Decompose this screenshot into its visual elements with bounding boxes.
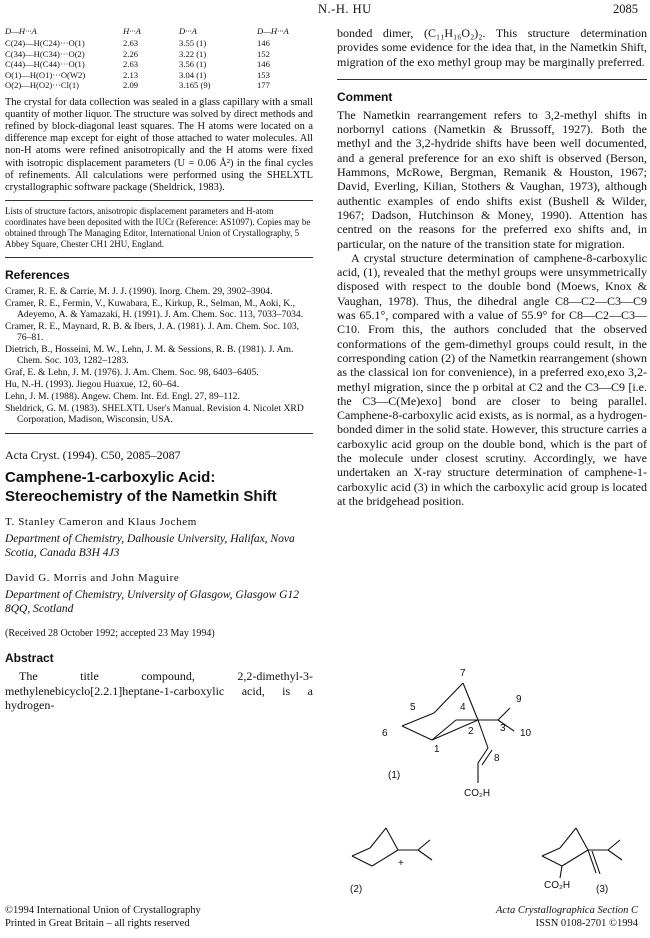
printed-line: Printed in Great Britain – all rights reserved [5,917,190,929]
column-header: D—H···A [5,26,37,36]
column-header: H···A [123,26,141,36]
affiliation: Department of Chemistry, University of Glasgow, Glasgow G12 8QQ, Scotland [5,589,299,616]
table-header-row [5,26,310,38]
reference-item: Sheldrick, G. M. (1983). SHELXTL User's Manual. Revision 4. Nicolet XRD Corporation, Madison, Wisconsin, USA. [5,403,304,426]
comment-heading: Comment [337,89,393,104]
bond-line [560,866,562,878]
affiliation: Department of Chemistry, Dalhousie University, Halifax, Nova Scotia, Canada B3H 4J3 [5,533,295,560]
bond-line [576,828,588,850]
title-line: Stereochemistry of the Nametkin Shift [5,487,277,505]
atom-label: 7 [460,668,466,679]
hydrogen-bond-table [5,26,310,91]
journal-citation: Acta Cryst. (1994). C50, 2085–2087 [5,448,181,463]
title-line: Camphene-1-carboxylic Acid: [5,469,216,487]
bond-line [402,726,432,740]
table-cell: 153 [257,69,270,80]
table-cell: 2.63 [123,59,139,69]
deposition-note: Lists of structure factors, anisotropic displacement parameters and H-atom coordinates have been deposited with the IUCr (Reference: AS1097). Copies may be obtained through The Managing Editor, International Union of Crystallography, 5 Abbey Square, Chester CH1 2HU, England. [5,200,313,249]
bond-line [482,750,492,765]
reference-item: Graf, E. & Lehn, J. M. (1976). J. Am. Chem. Soc. 98, 6403–6405. [5,367,259,379]
compound-label: (1) [388,770,401,781]
table-row [5,80,310,91]
atom-label: 8 [494,753,500,764]
journal-name: Acta Crystallographica Section C [495,905,638,916]
reference-item: Lehn, J. M. (1988). Angew. Chem. Int. Ed. Engl. 27, 89–112. [5,391,240,403]
divider [5,433,313,434]
bond-line [386,828,398,850]
bond-line [592,851,600,874]
reference-item: Cramer, R. E. & Carrie, M. J. J. (1990). Inorg. Chem. 29, 3902–3904. [5,286,273,298]
table-cell: 146 [257,59,270,69]
column-header: D—H···A [257,26,289,36]
table-cell: 2.63 [123,38,139,48]
bond-line [608,850,622,860]
compound-label: (2) [350,884,363,895]
page-number: 2085 [613,2,638,16]
bond-line [352,848,370,856]
reference-list [5,286,313,425]
atom-label: 3 [500,723,506,734]
table-cell: 3.22 (1) [179,48,207,59]
abstract-text: The title compound, 2,2-dimethyl-3-methylenebicyclo[2.2.1]heptane-1-carboxylic acid, is a hydrogen- [5,669,313,712]
table-cell: 177 [257,80,270,90]
atom-label: 10 [520,728,532,739]
bond-line [478,748,488,763]
footer-right [496,905,638,930]
author-line: David G. Morris and John Maguire [5,572,180,585]
bond-line [432,720,456,740]
bond-line [498,708,510,720]
substituent-label: CO₂H [464,788,491,799]
footer-left [5,905,201,930]
table-cell: O(1)—H(O1)···O(W2) [5,69,86,80]
copyright-line: ©1994 International Union of Crystallography [5,905,201,916]
table-row [5,70,310,81]
abstract-continuation: bonded dimer, (C₁₁H₁₆O₂)₂. This structure determination provides some evidence for the idea that, in the Nametkin Shift, migration of the exo methyl group may be marginally preferred. [337,26,647,69]
table-cell: 2.09 [123,80,139,90]
bond-line [588,850,596,873]
references-heading: References [5,268,70,283]
article-title [5,469,313,506]
reference-item: Dietrich, B., Hosseini, M. W., Lehn, J. M. & Sessions, R. B. (1981). J. Am. Chem. Soc. 103, 1282–1283. [5,344,294,367]
table-cell: 2.26 [123,48,139,59]
atom-label: 2 [468,726,474,737]
atom-label: 5 [410,702,416,713]
bond-line [608,840,620,850]
reference-item: Cramer, R. E., Fermin, V., Kuwabara, E., Kirkup, R., Selman, M., Aoki, K., Adeyemo, A. & Yamazaki, H. (1991). J. Am. Chem. Soc. 113, 7033–7034. [5,298,304,321]
bond-line [402,713,434,726]
left-column [5,26,313,712]
table-cell: 152 [257,48,270,59]
atom-label: 6 [382,728,388,739]
compound-label: (3) [596,884,609,895]
table-cell: 3.165 (9) [179,80,211,90]
refinement-paragraph: The crystal for data collection was sealed in a glass capillary with a small quantity of mother liquor. The structure was solved by direct methods and refined by block-diagonal least squares. The H atoms were located on a difference map except for eight of those attached to water molecules. All non-H atoms were refined anisotropically and the H atoms were fixed with isotropic displacement parameters (U = 0.06 Å²) in the final cycles of refinements. All calculations were performed using the SHELXTL crystallographic software package (Sheldrick, 1983). [5,96,313,193]
divider [5,257,313,258]
table-row [5,49,310,60]
author-line: T. Stanley Cameron and Klaus Jochem [5,516,197,529]
table-cell: C(44)—H(C44)···O(1) [5,59,85,69]
atom-label: 1 [434,744,440,755]
bond-line [560,828,576,848]
received-dates: (Received 28 October 1992; accepted 23 May 1994) [5,628,215,640]
issn-line: ISSN 0108-2701 ©1994 [535,917,638,929]
atom-label: 4 [460,702,466,713]
bond-line [542,848,560,856]
right-column [337,26,647,508]
cation-charge: + [398,858,404,869]
bond-line [352,856,372,866]
bond-line [370,828,386,848]
table-cell: 146 [257,38,270,48]
table-cell: 3.04 (1) [179,69,207,80]
bond-line [418,850,432,860]
comment-paragraph: A crystal structure determination of camphene-8-carboxylic acid, (1), revealed that the methyl groups were unsymmetrically disposed with respect to the double bond (Moews, Knox & Vaughan, 1978). Thus, the dihedral angle C8—C2—C3—C9 was 65.1°, compared with a value of 55.9° for C8—C2—C3—C10. From this, the authors concluded that the observed conformations of the gem-dimethyl groups could result, in the corresponding cation (2) of the Nametkin rearrangement (shown as the classical ion for convenience), in a preferred exo,exo 3,2-methyl migration, since the p orbital at C2 and the C3—C9 [i.e. the C3—C(Me)exo] bond are closer to being parallel. Camphene-8-carboxylic acid exists, as is normal, as a hydrogen-bonded dimer in the solid state. However, this structure carries a carboxylic acid group on the double bond, which is the part of the molecule under closest scrutiny. Accordingly, we have undertaken an X-ray structure determination of camphene-1-carboxylic acid (3) in which the carboxylic acid group is located at the bridgehead position. [337,250,647,508]
table-cell: C(24)—H(C24)···O(1) [5,38,85,48]
atom-label: 9 [516,694,522,705]
bond-line [418,840,430,850]
structure-figure [338,628,648,900]
bond-line [434,683,463,713]
comment-paragraph: The Nametkin rearrangement refers to 3,2-methyl shifts in norbornyl cations (Nametkin & Brussoff, 1927). Both the methyl and the 3,2-hydride shifts have been well documented, and a general preference for an exo shift is observed (Berson, Hammons, McRowe, Bergman, Remanik & Houston, 1967; David, Everling, Kilian, Stothers & Vaughan, 1973), although authentic examples of endo shifts exist (Bushell & Wilder, 1967; Dadson, Hutchinson & Money, 1990). Attention has centred on the reasons for the preferred exo shifts and, in particular, on the nature of the transition state for migration. [337,107,647,251]
table-row [5,38,310,49]
bond-line [372,850,398,866]
table-cell: 2.13 [123,69,139,80]
column-header: D···A [179,26,197,36]
substituent-label: CO₂H [544,880,571,891]
table-cell: C(34)—H(C34)···O(2) [5,48,85,59]
divider [337,79,647,80]
table-cell: 3.56 (1) [179,59,207,69]
bond-line [542,856,562,866]
running-header-author: N.-H. HU [318,2,372,16]
bond-line [478,720,488,748]
reference-item: Hu, N.-H. (1993). Jiegou Huaxue, 12, 60–64. [5,379,179,391]
bond-line [562,850,588,866]
reference-item: Cramer, R. E., Maynard, R. B. & Ibers, J. A. (1981). J. Am. Chem. Soc. 103, 76–81. [5,321,300,344]
table-cell: O(2)—H(O2)···Cl(1) [5,80,79,90]
abstract-heading: Abstract [5,651,54,666]
table-row [5,59,310,70]
table-cell: 3.55 (1) [179,38,207,48]
